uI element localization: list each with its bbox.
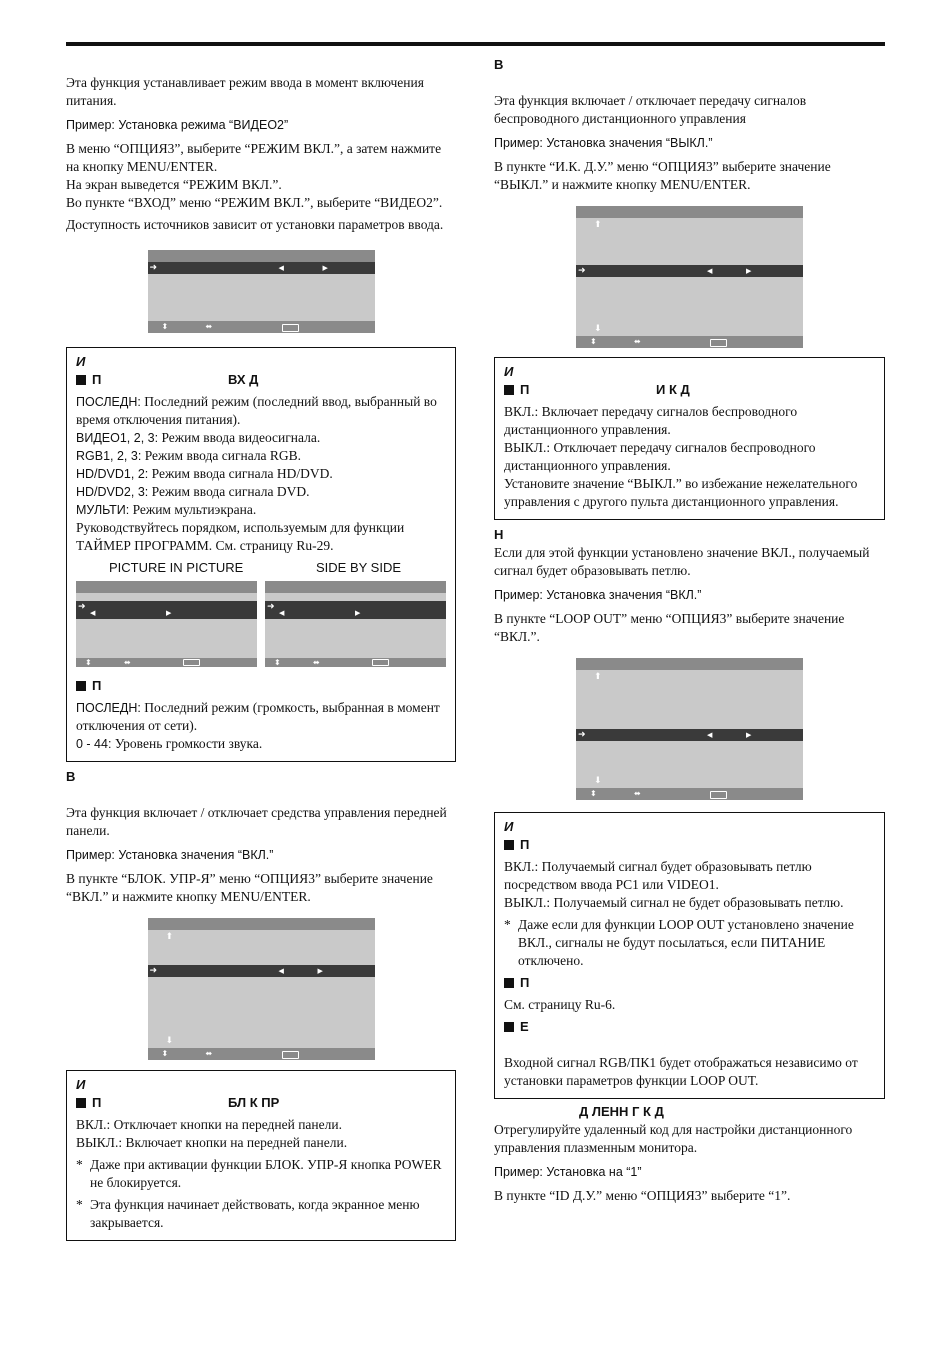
arrow-right-icon: ➜ xyxy=(578,730,586,740)
example-text: Пример: Установка значения “ВЫКЛ.” xyxy=(494,136,713,150)
osd-bottom-bar xyxy=(148,321,375,333)
arrow-right-icon: ➜ xyxy=(578,266,586,276)
osd-menu-screenshot xyxy=(576,658,803,800)
square-bullet-icon xyxy=(504,840,514,850)
arrow-down-icon: ⬇ xyxy=(594,324,602,334)
triangle-right-icon: ▶ xyxy=(746,267,752,275)
box-subheading: Е xyxy=(504,1018,875,1036)
osd-menu-screenshot xyxy=(576,206,803,348)
triangle-right-icon: ▶ xyxy=(317,967,323,975)
arrow-down-icon: ⬇ xyxy=(165,1036,174,1046)
updown-icon: ⬍ xyxy=(161,322,169,331)
osd-selected-row xyxy=(576,729,803,741)
updown-icon: ⬍ xyxy=(161,1049,169,1058)
square-bullet-icon xyxy=(504,385,514,395)
example-text: Пример: Установка режима “ВИДЕО2” xyxy=(66,118,289,132)
intro-text: Отрегулируйте удаленный код для настройки дистанционного управления плазменным монитора. xyxy=(494,1122,853,1155)
section-heading: В xyxy=(66,769,76,784)
osd-menu-screenshot xyxy=(148,250,375,333)
definition-line: ПОСЛЕДН: Последний режим (последний ввод, выбранный во время отключения питания). xyxy=(76,394,437,427)
intro-text: Эта функция включает / отключает средства управления передней панели. xyxy=(66,805,447,838)
definition-line: ВКЛ.: Включает передачу сигналов беспроводного дистанционного управления. xyxy=(504,404,798,437)
definition-line: ВЫКЛ.: Включает кнопки на передней панели. xyxy=(76,1135,348,1150)
leftright-icon: ⬌ xyxy=(124,658,131,667)
example-text: Пример: Установка значения “ВКЛ.” xyxy=(494,588,702,602)
arrow-up-icon: ⬆ xyxy=(594,220,602,230)
box-title: И xyxy=(76,1077,86,1092)
box-title: И xyxy=(504,819,514,834)
box-subheading: П БЛ К ПР xyxy=(76,1094,446,1112)
section-heading: Н xyxy=(494,527,504,542)
updown-icon: ⬍ xyxy=(274,658,281,667)
step-text: В пункте “LOOP OUT” меню “ОПЦИЯ3” выберите значение “ВКЛ.”. xyxy=(494,611,845,644)
arrow-up-icon: ⬆ xyxy=(165,932,174,942)
triangle-left-icon: ◀ xyxy=(278,264,284,272)
info-box-loop-out xyxy=(494,812,885,1099)
definition-line: МУЛЬТИ: Режим мультиэкрана. xyxy=(76,502,257,517)
definition-line: Входной сигнал RGB/ПК1 будет отображаться независимо от установки параметров функции LOOP OUT. xyxy=(504,1055,858,1088)
triangle-left-icon: ◀ xyxy=(278,967,284,975)
updown-icon: ⬍ xyxy=(85,658,92,667)
enter-button-icon xyxy=(282,1051,299,1059)
enter-button-icon xyxy=(282,324,299,332)
example-text: Пример: Установка на “1” xyxy=(494,1165,642,1179)
triangle-right-icon: ▶ xyxy=(355,609,361,617)
availability-text: Доступность источников зависит от установки параметров ввода. xyxy=(66,217,444,232)
triangle-left-icon: ◀ xyxy=(707,731,713,739)
arrow-up-icon: ⬆ xyxy=(594,672,602,682)
intro-text: Если для этой функции установлено значение ВКЛ., получаемый сигнал будет образовывать петлю. xyxy=(494,545,870,578)
osd-sbs-screenshot xyxy=(265,581,446,667)
see-page-text: См. страницу Ru-6. xyxy=(504,997,616,1012)
square-bullet-icon xyxy=(76,375,86,385)
pip-screens xyxy=(76,581,446,667)
square-bullet-icon xyxy=(76,681,86,691)
box-subheading: П xyxy=(504,836,875,854)
definition-line: ВКЛ.: Получаемый сигнал будет образовывать петлю посредством ввода PC1 или VIDEO1. xyxy=(504,859,812,892)
section-heading: Д ЛЕНН Г К Д xyxy=(579,1104,664,1119)
leftright-icon: ⬌ xyxy=(205,1049,213,1058)
leftright-icon: ⬌ xyxy=(205,322,213,331)
arrow-right-icon: ➜ xyxy=(149,966,158,976)
triangle-right-icon: ▶ xyxy=(322,264,328,272)
box-subheading: П И К Д xyxy=(504,381,875,399)
note-item: * Даже если для функции LOOP OUT установлено значение ВКЛ., сигналы не будут посылаться, если ПИТАНИЕ отключено. xyxy=(504,917,854,968)
guide-text: Руководствуйтесь порядком, используемым для функции ТАЙМЕР ПРОГРАММ. См. страницу Ru-29. xyxy=(76,520,405,553)
pip-label: PICTURE IN PICTURE xyxy=(109,560,244,575)
definition-line: ВЫКЛ.: Отключает передачу сигналов беспроводного дистанционного управления. xyxy=(504,440,816,473)
info-box-input xyxy=(66,347,456,762)
definition-line: HD/DVD2, 3: Режим ввода сигнала DVD. xyxy=(76,484,310,499)
right-column xyxy=(494,56,885,1205)
osd-title-bar xyxy=(148,250,375,262)
info-box-ir-remote xyxy=(494,357,885,520)
leftright-icon: ⬌ xyxy=(634,337,641,346)
definition-line: ВЫКЛ.: Получаемый сигнал не будет образовывать петлю. xyxy=(504,895,844,910)
square-bullet-icon xyxy=(76,1098,86,1108)
pip-labels xyxy=(76,559,446,577)
box-subheading: П xyxy=(504,974,875,992)
definition-line: RGB1, 2, 3: Режим ввода сигнала RGB. xyxy=(76,448,302,463)
box-subheading: П ВХ Д xyxy=(76,371,446,389)
note-item: * Даже при активации функции БЛОК. УПР-Я кнопка POWER не блокируется. xyxy=(76,1157,442,1190)
box-title: И xyxy=(76,354,86,369)
step-text: На экран выведется “РЕЖИМ ВКЛ.”. xyxy=(66,177,282,192)
leftright-icon: ⬌ xyxy=(313,658,320,667)
step-text: В пункте “ID Д.У.” меню “ОПЦИЯ3” выберите “1”. xyxy=(494,1188,791,1203)
leftright-icon: ⬌ xyxy=(634,789,641,798)
triangle-right-icon: ▶ xyxy=(746,731,752,739)
triangle-left-icon: ◀ xyxy=(279,609,285,617)
example-text: Пример: Установка значения “ВКЛ.” xyxy=(66,848,274,862)
step-text: В пункте “И.К. Д.У.” меню “ОПЦИЯ3” выберите значение “ВЫКЛ.” и нажмите кнопку MENU/ENTER. xyxy=(494,159,831,192)
definition-line: 0 - 44: Уровень громкости звука. xyxy=(76,736,263,751)
sbs-label: SIDE BY SIDE xyxy=(316,560,402,575)
updown-icon: ⬍ xyxy=(590,337,597,346)
definition-line: ПОСЛЕДН: Последний режим (громкость, выбранная в момент отключения от сети). xyxy=(76,700,440,733)
section-heading: В xyxy=(494,57,504,72)
arrow-right-icon: ➜ xyxy=(149,263,158,273)
info-box-panel-lock xyxy=(66,1070,456,1241)
arrow-right-icon: ➜ xyxy=(267,602,275,612)
enter-button-icon xyxy=(372,659,389,666)
square-bullet-icon xyxy=(504,1022,514,1032)
left-column xyxy=(66,56,456,1241)
intro-text: Эта функция включает / отключает передачу сигналов беспроводного дистанционного управления xyxy=(494,93,807,126)
enter-button-icon xyxy=(710,791,727,799)
osd-menu-screenshot xyxy=(148,918,375,1060)
osd-selected-row xyxy=(148,965,375,977)
triangle-right-icon: ▶ xyxy=(166,609,172,617)
definition-line: ВИДЕО1, 2, 3: Режим ввода видеосигнала. xyxy=(76,430,321,445)
note-item: * Эта функция начинает действовать, когда экранное меню закрывается. xyxy=(76,1197,420,1230)
definition-line: ВКЛ.: Отключает кнопки на передней панели. xyxy=(76,1117,342,1132)
box-subheading: П xyxy=(76,677,446,695)
step-text: В пункте “БЛОК. УПР-Я” меню “ОПЦИЯ3” выберите значение “ВКЛ.” и нажмите кнопку MENU/ENTER. xyxy=(66,871,433,904)
square-bullet-icon xyxy=(504,978,514,988)
box-title: И xyxy=(504,364,514,379)
osd-selected-row xyxy=(148,262,375,274)
triangle-left-icon: ◀ xyxy=(90,609,96,617)
arrow-right-icon: ➜ xyxy=(78,602,86,612)
step-text: В меню “ОПЦИЯ3”, выберите “РЕЖИМ ВКЛ.”, а затем нажмите на кнопку MENU/ENTER. xyxy=(66,141,442,174)
osd-selected-row xyxy=(576,265,803,277)
arrow-down-icon: ⬇ xyxy=(594,776,602,786)
updown-icon: ⬍ xyxy=(590,789,597,798)
step-text: Во пункте “ВХОД” меню “РЕЖИМ ВКЛ.”, выберите “ВИДЕО2”. xyxy=(66,195,443,210)
top-rule xyxy=(66,42,885,46)
osd-pip-screenshot xyxy=(76,581,257,667)
definition-line: HD/DVD1, 2: Режим ввода сигнала HD/DVD. xyxy=(76,466,333,481)
intro-text: Эта функция устанавливает режим ввода в момент включения питания. xyxy=(66,75,424,108)
enter-button-icon xyxy=(183,659,200,666)
enter-button-icon xyxy=(710,339,727,347)
definition-line: Установите значение “ВЫКЛ.” во избежание нежелательного управления с другого пульта дистанционного управления. xyxy=(504,476,858,509)
triangle-left-icon: ◀ xyxy=(707,267,713,275)
